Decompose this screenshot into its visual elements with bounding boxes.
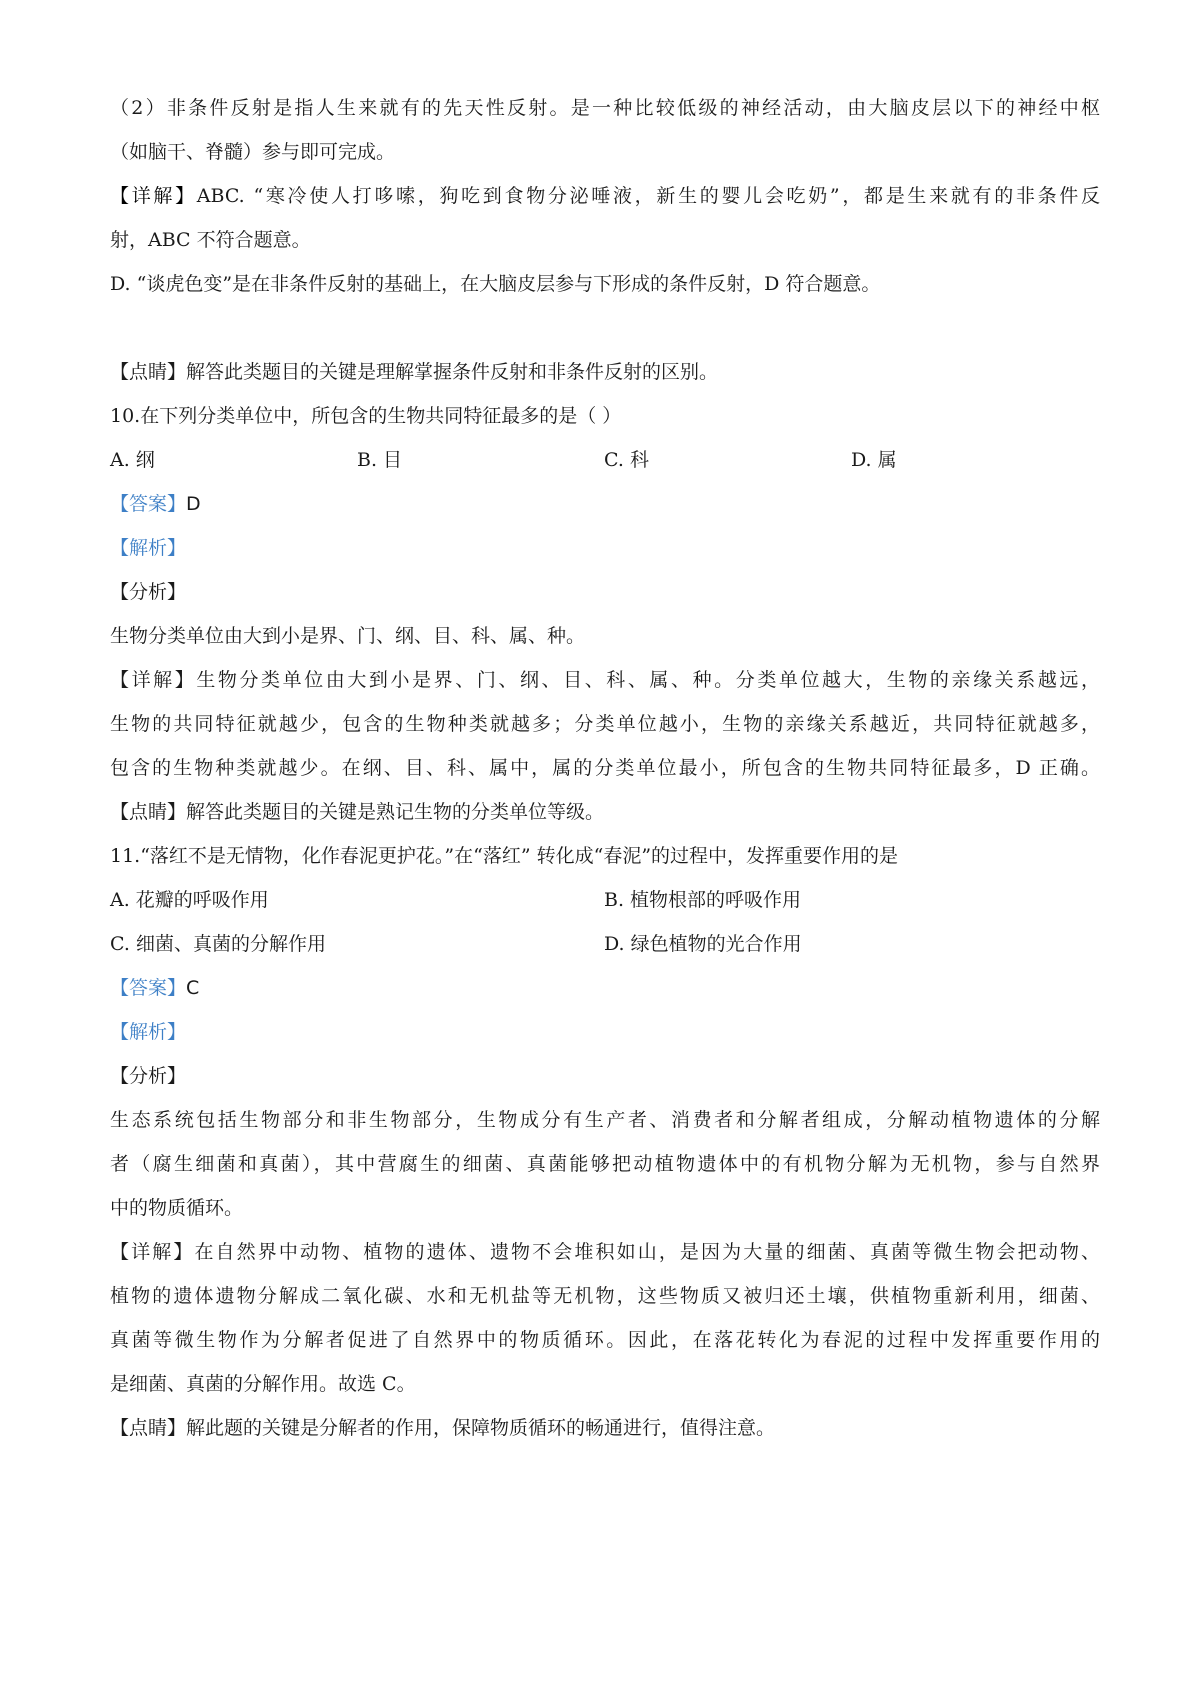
q11-detail-text: 在自然界中动物、植物的遗体、遗物不会堆积如山，是因为大量的细菌、真菌等微生物会把动物、: [194, 1241, 1100, 1263]
q11-option-c: C. 细菌、真菌的分解作用: [110, 933, 326, 955]
q9-detail-line2: 射，ABC 不符合题意。: [110, 229, 311, 251]
q11-detail-line1: [110, 1240, 1100, 1264]
detail-tag: 【详解】: [110, 1241, 195, 1263]
q11-option-d: D. 绿色植物的光合作用: [604, 933, 802, 955]
q11-question: 11.“落红不是无情物，化作春泥更护花。”在“落红” 转化成“春泥”的过程中，发挥重要作用的是: [110, 845, 899, 867]
q9-detail-text: ABC. “寒冷使人打哆嗦，狗吃到食物分泌唾液，新生的婴儿会吃奶”，都是生来就有的非条件反: [196, 185, 1100, 207]
comment-tag: 【点睛】: [110, 1417, 187, 1439]
q10-jiexi-tag: 【解析】: [110, 537, 187, 559]
q11-analysis-tag: 【分析】: [110, 1065, 187, 1087]
q10-option-d: D. 属: [851, 449, 897, 471]
q9-comment: [110, 360, 1100, 384]
q11-detail-line4: 是细菌、真菌的分解作用。故选 C。: [110, 1373, 416, 1395]
q10-detail-line2: 生物的共同特征就越少，包含的生物种类就越多；分类单位越小，生物的亲缘关系越近，共同特征就越多，: [110, 713, 1100, 735]
q10-option-a: A. 纲: [110, 449, 155, 471]
q10-answer-value: D: [186, 493, 201, 515]
q9-comment-text: 解答此类题目的关键是理解掌握条件反射和非条件反射的区别。: [186, 361, 719, 383]
q11-comment: [110, 1416, 1100, 1440]
answer-tag: 【答案】: [110, 977, 187, 999]
q11-answer: [110, 976, 1100, 1000]
q10-analysis-tag: 【分析】: [110, 581, 187, 603]
q11-comment-text: 解此题的关键是分解者的作用，保障物质循环的畅通进行，值得注意。: [186, 1417, 776, 1439]
q11-option-a: A. 花瓣的呼吸作用: [110, 889, 269, 911]
answer-tag: 【答案】: [110, 493, 187, 515]
q10-option-b: B. 目: [357, 449, 403, 471]
q10-detail-line3: 包含的生物种类就越少。在纲、目、科、属中，属的分类单位最小，所包含的生物共同特征最多，D 正确。: [110, 757, 1100, 779]
q11-detail-line3: 真菌等微生物作为分解者促进了自然界中的物质循环。因此，在落花转化为春泥的过程中发挥重要作用的: [110, 1329, 1100, 1351]
q10-answer: [110, 492, 1100, 516]
q11-option-b: B. 植物根部的呼吸作用: [604, 889, 802, 911]
comment-tag: 【点睛】: [110, 361, 187, 383]
q10-comment-text: 解答此类题目的关键是熟记生物的分类单位等级。: [186, 801, 605, 823]
q9-analysis-line1: （2）非条件反射是指人生来就有的先天性反射。是一种比较低级的神经活动，由大脑皮层以下的神经中枢: [110, 97, 1100, 119]
q11-answer-value: C: [186, 977, 200, 999]
q11-analysis-line1: 生态系统包括生物部分和非生物部分，生物成分有生产者、消费者和分解者组成，分解动植物遗体的分解: [110, 1109, 1100, 1131]
q11-jiexi-tag: 【解析】: [110, 1021, 187, 1043]
q10-option-c: C. 科: [604, 449, 649, 471]
q10-question: 10.在下列分类单位中，所包含的生物共同特征最多的是（ ）: [110, 405, 622, 427]
q9-analysis-line2: （如脑干、脊髓）参与即可完成。: [110, 141, 396, 163]
detail-tag: 【详解】: [110, 669, 197, 691]
detail-tag: 【详解】: [110, 185, 197, 207]
q9-detail-line1: [110, 184, 1100, 208]
q11-analysis-line2: 者（腐生细菌和真菌），其中营腐生的细菌、真菌能够把动植物遗体中的有机物分解为无机物，参与自然界: [110, 1153, 1100, 1175]
q11-analysis-line3: 中的物质循环。: [110, 1197, 244, 1219]
q10-comment: [110, 800, 1100, 824]
comment-tag: 【点睛】: [110, 801, 187, 823]
q10-detail-line1: [110, 668, 1100, 692]
q10-analysis: 生物分类单位由大到小是界、门、纲、目、科、属、种。: [110, 625, 586, 647]
q9-detail-line3: D. “谈虎色变”是在非条件反射的基础上，在大脑皮层参与下形成的条件反射，D 符合题意。: [110, 273, 881, 295]
q11-detail-line2: 植物的遗体遗物分解成二氧化碳、水和无机盐等无机物，这些物质又被归还土壤，供植物重新利用，细菌、: [110, 1285, 1100, 1307]
q10-detail-text: 生物分类单位由大到小是界、门、纲、目、科、属、种。分类单位越大，生物的亲缘关系越远，: [196, 669, 1100, 691]
